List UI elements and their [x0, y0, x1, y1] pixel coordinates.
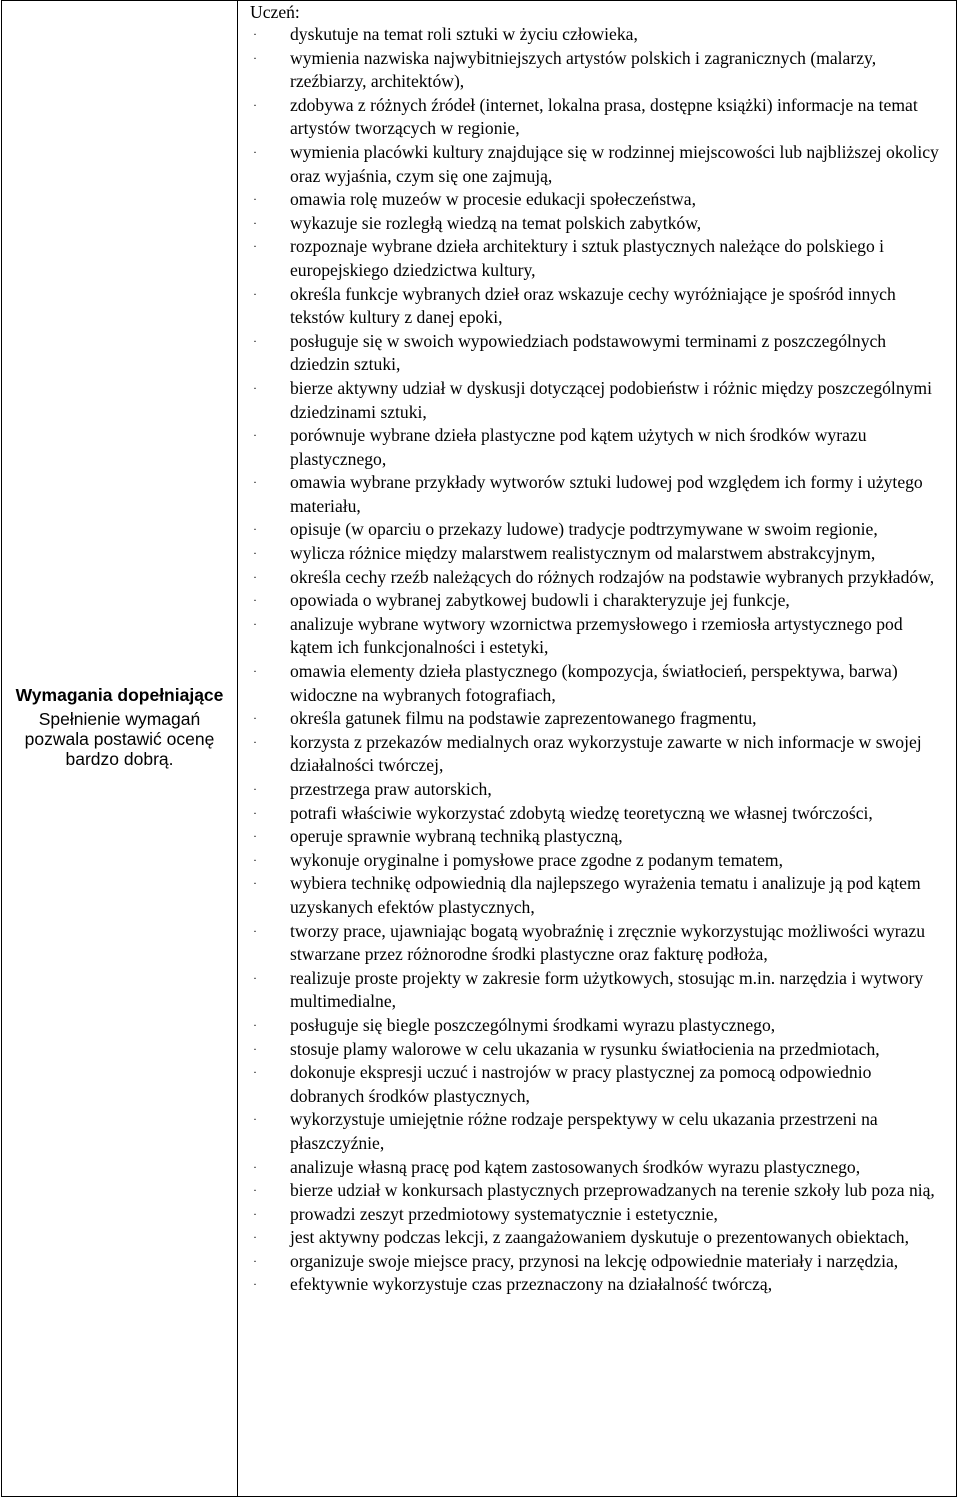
- bullet-icon: ·: [253, 1112, 257, 1127]
- requirements-list-cell: [238, 1, 957, 1497]
- list-item-text: omawia wybrane przykłady wytworów sztuki ludowej pod względem ich formy i użytego materiału,: [290, 472, 923, 516]
- list-item-text: analizuje własną pracę pod kątem zastosowanych środków wyrazu plastycznego,: [290, 1156, 861, 1177]
- requirements-table: [1, 0, 957, 1497]
- list-item: [250, 825, 946, 849]
- list-item-text: posługuje się w swoich wypowiedziach podstawowymi terminami z poszczególnych dziedzin sztuki,: [290, 330, 887, 375]
- bullet-icon: ·: [253, 144, 257, 159]
- list-item-text: opisuje (w oparciu o przekazy ludowe) tradycje podtrzymywane w swoim regionie,: [290, 519, 878, 540]
- list-item: [250, 920, 946, 967]
- list-item-text: zdobywa z różnych źródeł (internet, lokalna prasa, dostępne książki) informacje na temat artystów tworzących w regionie,: [290, 94, 918, 139]
- list-item-text: bierze udział w konkursach plastycznych przeprowadzanych na terenie szkoły lub poza nią,: [290, 1180, 935, 1201]
- list-item: [250, 424, 946, 471]
- list-item-text: korzysta z przekazów medialnych oraz wykorzystuje zawarte w nich informacje w swojej działalności twórczej,: [290, 731, 922, 776]
- list-item-text: omawia rolę muzeów w procesie edukacji społeczeństwa,: [290, 189, 696, 210]
- list-item-text: stosuje plamy walorowe w celu ukazania w rysunku światłocienia na przedmiotach,: [290, 1038, 880, 1059]
- bullet-icon: ·: [253, 1277, 257, 1292]
- list-item: [250, 802, 946, 826]
- list-item: [250, 283, 946, 330]
- list-item: [250, 542, 946, 566]
- requirement-level-block: [2, 685, 237, 769]
- bullet-icon: ·: [253, 50, 257, 65]
- bullet-icon: ·: [253, 97, 257, 112]
- list-item-text: bierze aktywny udział w dyskusji dotyczącej podobieństw i różnic między poszczególnymi dziedzinami sztuki,: [290, 377, 932, 422]
- list-item: [250, 1226, 946, 1250]
- list-item-text: określa cechy rzeźb należących do różnych rodzajów na podstawie wybranych przykładów,: [290, 566, 935, 587]
- bullet-icon: ·: [253, 428, 257, 443]
- list-item: [250, 518, 946, 542]
- list-item: [250, 377, 946, 424]
- bullet-icon: ·: [253, 1253, 257, 1268]
- bullet-icon: ·: [253, 805, 257, 820]
- bullet-icon: ·: [253, 546, 257, 561]
- list-item-text: dokonuje ekspresji uczuć i nastrojów w pracy plastycznej za pomocą odpowiednio dobranych środków plastycznych,: [290, 1062, 872, 1106]
- list-item-text: wykorzystuje umiejętnie różne rodzaje perspektywy w celu ukazania przestrzeni na płaszczyźnie,: [290, 1109, 878, 1153]
- list-item-text: porównuje wybrane dzieła plastyczne pod kątem użytych w nich środków wyrazu plastycznego,: [290, 425, 867, 469]
- list-item-text: wymienia nazwiska najwybitniejszych artystów polskich i zagranicznych (malarzy, rzeźbiarzy, architektów),: [290, 47, 877, 92]
- bullet-icon: ·: [253, 1065, 257, 1080]
- bullet-icon: ·: [253, 593, 257, 608]
- list-item-text: przestrzega praw autorskich,: [290, 779, 492, 799]
- bullet-icon: ·: [253, 380, 257, 395]
- bullet-icon: ·: [253, 569, 257, 584]
- list-item: [250, 1156, 946, 1180]
- list-item-text: wykonuje oryginalne i pomysłowe prace zgodne z podanym tematem,: [290, 849, 783, 870]
- list-item-text: opowiada o wybranej zabytkowej budowli i charakteryzuje jej funkcje,: [290, 590, 790, 611]
- bullet-icon: ·: [253, 852, 257, 867]
- list-item: [250, 589, 946, 613]
- bullet-icon: ·: [253, 1041, 257, 1056]
- bullet-icon: ·: [253, 734, 257, 749]
- list-item: [250, 660, 946, 707]
- list-item-text: omawia elementy dzieła plastycznego (kompozycja, światłocień, perspektywa, barwa) widoczne na wybranych fotografiach,: [290, 661, 898, 705]
- table-row: [2, 1, 957, 1497]
- list-item-text: potrafi właściwie wykorzystać zdobytą wiedzę teoretyczną we własnej twórczości,: [290, 802, 873, 823]
- bullet-icon: ·: [253, 192, 257, 207]
- requirements-content: [238, 1, 956, 1297]
- list-item-text: określa funkcje wybranych dzieł oraz wskazuje cechy wyróżniające je spośród innych tekstów kultury z danej epoki,: [290, 283, 896, 328]
- list-item: [250, 330, 946, 377]
- list-item: [250, 47, 946, 94]
- list-item-text: operuje sprawnie wybraną techniką plastyczną,: [290, 826, 623, 847]
- list-item-text: wybiera technikę odpowiednią dla najlepszego wyrażenia tematu i analizuje ją pod kątem uzyskanych efektów plastycznych,: [290, 873, 921, 917]
- list-item: [250, 849, 946, 873]
- list-item: [250, 613, 946, 660]
- list-item-text: prowadzi zeszyt przedmiotowy systematycznie i estetycznie,: [290, 1203, 718, 1224]
- list-item-text: wylicza różnice między malarstwem realistycznym od malarstwem abstrakcyjnym,: [290, 543, 876, 564]
- list-item: [250, 1250, 946, 1274]
- list-item-text: efektywnie wykorzystuje czas przeznaczony na działalność twórczą,: [290, 1274, 773, 1295]
- bullet-icon: ·: [253, 27, 257, 41]
- list-item: [250, 1014, 946, 1038]
- list-item-text: jest aktywny podczas lekcji, z zaangażowaniem dyskutuje o prezentowanych obiektach,: [290, 1227, 909, 1248]
- list-item-text: analizuje wybrane wytwory wzornictwa przemysłowego i rzemiosła artystycznego pod kątem ich funkcjonalności i estetyki,: [290, 613, 903, 658]
- list-item: [250, 23, 946, 47]
- bullet-icon: ·: [253, 829, 257, 844]
- list-item-text: realizuje proste projekty w zakresie form użytkowych, stosując m.in. narzędzia i wytwory multimedialne,: [290, 967, 924, 1012]
- requirements-list: [250, 23, 946, 1297]
- bullet-icon: ·: [253, 616, 257, 631]
- list-item-text: tworzy prace, ujawniając bogatą wyobraźnię i zręcznie wykorzystując możliwości wyrazu stwarzane przez różnorodne środki plastyczne oraz fakturę podłoża,: [290, 920, 926, 965]
- list-item-text: posługuje się biegle poszczególnymi środkami wyrazu plastycznego,: [290, 1014, 776, 1035]
- bullet-icon: ·: [253, 1159, 257, 1174]
- bullet-icon: ·: [253, 711, 257, 726]
- list-item: [250, 188, 946, 212]
- requirement-level-cell: [2, 1, 238, 1497]
- list-item: [250, 94, 946, 141]
- bullet-icon: ·: [253, 876, 257, 891]
- list-item: [250, 141, 946, 188]
- requirement-level-description: Spełnienie wymagań pozwala postawić ocenę bardzo dobrą.: [24, 708, 215, 769]
- bullet-icon: ·: [253, 970, 257, 985]
- list-item-text: wykazuje sie rozległą wiedzą na temat polskich zabytków,: [290, 212, 702, 233]
- list-item-text: organizuje swoje miejsce pracy, przynosi na lekcję odpowiednie materiały i narzędzia,: [290, 1250, 899, 1271]
- list-item: [250, 967, 946, 1014]
- bullet-icon: ·: [253, 664, 257, 679]
- bullet-icon: ·: [253, 215, 257, 230]
- bullet-icon: ·: [253, 239, 257, 254]
- list-item-text: dyskutuje na temat roli sztuki w życiu człowieka,: [290, 24, 638, 44]
- list-item: [250, 707, 946, 731]
- bullet-icon: ·: [253, 286, 257, 301]
- bullet-icon: ·: [253, 522, 257, 537]
- student-intro-label: Uczeń:: [250, 2, 300, 22]
- bullet-icon: ·: [253, 1206, 257, 1221]
- list-item: [250, 1179, 946, 1203]
- list-item: [250, 778, 946, 802]
- bullet-icon: ·: [253, 1017, 257, 1032]
- bullet-icon: ·: [253, 333, 257, 348]
- list-item: [250, 235, 946, 282]
- list-item: [250, 731, 946, 778]
- bullet-icon: ·: [253, 782, 257, 796]
- bullet-icon: ·: [253, 1183, 257, 1198]
- list-item: [250, 212, 946, 236]
- bullet-icon: ·: [253, 1230, 257, 1245]
- list-item: [250, 1273, 946, 1297]
- list-item: [250, 1108, 946, 1155]
- list-item: [250, 471, 946, 518]
- list-item: [250, 566, 946, 590]
- bullet-icon: ·: [253, 475, 257, 490]
- list-item: [250, 872, 946, 919]
- list-item: [250, 1038, 946, 1062]
- list-item: [250, 1061, 946, 1108]
- list-item-text: określa gatunek filmu na podstawie zaprezentowanego fragmentu,: [290, 708, 757, 729]
- list-item: [250, 1203, 946, 1227]
- requirement-level-title: Wymagania dopełniające: [15, 684, 224, 705]
- bullet-icon: ·: [253, 923, 257, 938]
- list-item-text: rozpoznaje wybrane dzieła architektury i sztuk plastycznych należące do polskiego i europejskiego dziedzictwa kultury,: [290, 236, 885, 280]
- list-item-text: wymienia placówki kultury znajdujące się w rodzinnej miejscowości lub najbliższej okolicy oraz wyjaśnia, czym się one zajmują,: [290, 141, 939, 186]
